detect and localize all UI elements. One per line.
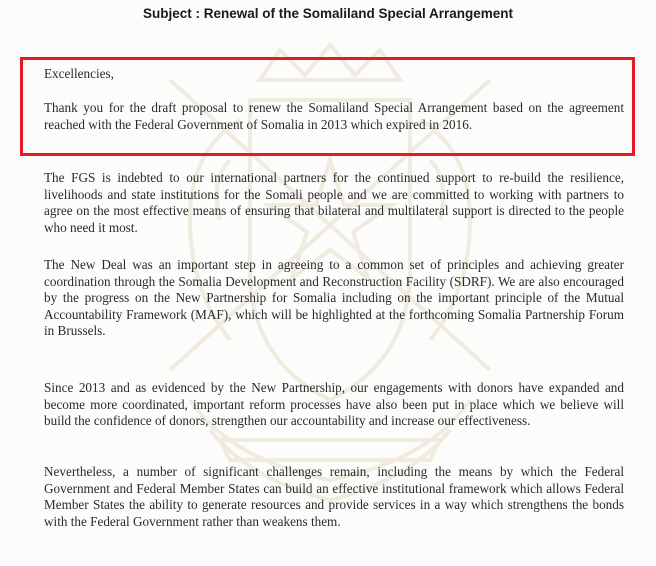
salutation: Excellencies, [44,66,114,81]
paragraph-4: Since 2013 and as evidenced by the New Partnership, our engagements with donors have expanded and become more coordinated, important reform processes have also been put in place which we believe will build the confidence of donors, strengthen our accountability and increase our effectiveness. [44,380,624,429]
paragraph-5: Nevertheless, a number of significant challenges remain, including the means by which the Federal Government and Federal Member States can build an effective institutional framework which allows Federal Member States the ability to generate resources and provide services in a way which strengthens the bonds with the Federal Government rather than weakens them. [44,464,624,529]
paragraph-3: The New Deal was an important step in agreeing to a common set of principles and achieving greater coordination through the Somalia Development and Reconstruction Facility (SDRF). We are also encouraged by the progress on the New Partnership for Somalia including on the important principle of the Mutual Accountability Framework (MAF), which will be highlighted at the forthcoming Somalia Partnership Forum in Brussels. [44,257,624,339]
paragraph-2: The FGS is indebted to our international partners for the continued support to re-build the resilience, livelihoods and state institutions for the Somali people and we are committed to working with partners to agree on the most effective means of ensuring that bilateral and multilateral support is directed to the people who need it most. [44,170,624,235]
paragraph-1: Thank you for the draft proposal to renew the Somaliland Special Arrangement based on the agreement reached with the Federal Government of Somalia in 2013 which expired in 2016. [44,100,624,132]
letter-subject: Subject : Renewal of the Somaliland Special Arrangement [142,6,514,21]
